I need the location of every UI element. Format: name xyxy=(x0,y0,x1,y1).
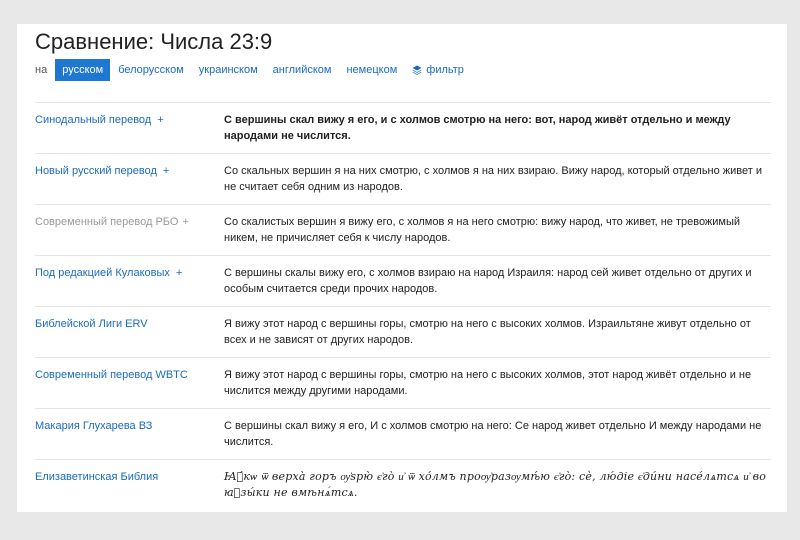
page-title: Сравнение: Числа 23:9 xyxy=(35,29,273,54)
translation-row xyxy=(35,256,771,307)
translation-row xyxy=(35,460,771,511)
verse-text: Я вижу этот народ с вершины горы, смотрю на него с высоких холмов. Израильтяне живут отдельно от всех и не зависят от других народов. xyxy=(224,318,751,346)
translation-name-link[interactable]: Под редакцией Кулаковых + xyxy=(35,267,183,279)
comparison-card xyxy=(17,24,787,512)
translation-row xyxy=(35,205,771,256)
lang-german[interactable]: немецком xyxy=(346,64,398,76)
expand-plus-icon[interactable]: + xyxy=(162,165,170,177)
layers-icon xyxy=(412,65,422,75)
language-prefix: на xyxy=(35,64,48,76)
expand-plus-icon[interactable]: + xyxy=(157,114,164,126)
verse-text: С вершины скал вижу я его, и с холмов смотрю на него: вот, народ живёт отдельно и между народами не числится. xyxy=(224,114,731,142)
lang-ukrainian[interactable]: украинском xyxy=(198,64,258,76)
translation-name-link[interactable]: Синодальный перевод + xyxy=(35,114,164,126)
language-bar xyxy=(35,59,464,81)
expand-plus-icon[interactable]: + xyxy=(182,216,189,228)
verse-text: Со скалистых вершин я вижу его, с холмов я на него смотрю: вижу народ, что живет, не тревожимый никем, не причисляет себя к числу народов. xyxy=(224,216,741,244)
filter-button[interactable] xyxy=(412,64,464,76)
translation-row xyxy=(35,358,771,409)
verse-text: Ꙗ҆́кѡ ѿ верха̀ горъ ѹ҆ѕрю̀ є҆го̀ и҆ ѿ хо́лмъ проѹ҆разѹмѣ́ю є҆го̀: сѐ, лю́діе є҆ди́ни насе́лѧтсѧ и҆ во ꙗ҆зы́ки не вмѣнѧ́тсѧ. xyxy=(224,470,767,499)
translation-name-link[interactable]: Современный перевод WBTC xyxy=(35,369,188,381)
translation-row xyxy=(35,154,771,205)
lang-english[interactable]: английском xyxy=(272,64,332,76)
lang-russian[interactable]: русском xyxy=(55,59,110,81)
translation-name-link[interactable]: Макария Глухарева ВЗ xyxy=(35,420,153,432)
verse-text: С вершины скалы вижу его, с холмов взираю на народ Израиля: народ сей живет отдельно от других и особым считается среди прочих народов. xyxy=(224,267,752,295)
expand-plus-icon[interactable]: + xyxy=(175,267,183,279)
translation-row xyxy=(35,307,771,358)
translation-name-link[interactable]: Елизаветинская Библия xyxy=(35,471,159,483)
verse-text: Я вижу этот народ с вершины горы, смотрю на него с высоких холмов, этот народ живёт отдельно и не числится между другими народами. xyxy=(224,369,752,397)
translation-row xyxy=(35,103,771,154)
translation-row xyxy=(35,409,771,460)
verse-text: С вершины скал вижу я его, И с холмов смотрю на него: Се народ живет отдельно И между народами не числится. xyxy=(224,420,762,448)
lang-belarusian[interactable]: белорусском xyxy=(118,64,184,76)
translations-table xyxy=(35,102,771,511)
translation-name-link[interactable]: Современный перевод РБО + xyxy=(35,216,189,228)
translation-name-link[interactable]: Новый русский перевод + xyxy=(35,165,170,177)
filter-label: фильтр xyxy=(426,64,464,76)
verse-text: Со скальных вершин я на них смотрю, с холмов я на них взираю. Вижу народ, который отдельно живет и не считает себя одним из народов. xyxy=(224,165,763,193)
translation-name-link[interactable]: Библейской Лиги ERV xyxy=(35,318,148,330)
